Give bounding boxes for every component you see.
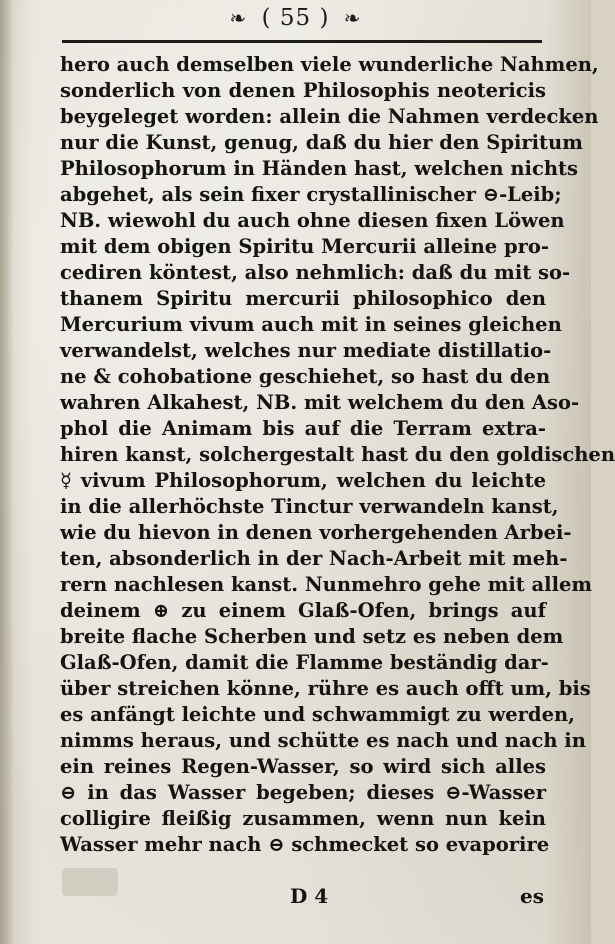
text-line: wie du hievon in denen vorhergehenden Arbei- (60, 521, 572, 544)
catchword: es (520, 884, 544, 908)
text-line: deinem ⊕ zu einem Glaß-Ofen, brings auf (60, 599, 546, 622)
page-header (0, 4, 591, 36)
text-line: Philosophorum in Händen hast, welchen nichts (60, 157, 578, 180)
text-line: hiren kanst, solchergestalt hast du den goldischen (60, 443, 615, 466)
text-line: nur die Kunst, genug, daß du hier den Spiritum (60, 131, 583, 154)
page-footer (0, 884, 591, 914)
text-line: Mercurium vivum auch mit in seines gleichen (60, 313, 562, 336)
text-line: Wasser mehr nach ⊖ schmecket so evaporire (60, 833, 550, 856)
text-line: breite flache Scherben und setz es neben dem (60, 625, 564, 648)
text-line: es anfängt leichte und schwammigt zu werden, (60, 703, 575, 726)
text-line: NB. wiewohl du auch ohne diesen fixen Löwen (60, 209, 565, 232)
text-line: Glaß-Ofen, damit die Flamme beständig dar- (60, 651, 549, 674)
text-line: rern nachlesen kanst. Nunmehro gehe mit allem (60, 573, 593, 596)
text-line: sonderlich von denen Philosophis neotericis (60, 79, 546, 102)
text-line: hero auch demselben viele wunderliche Nahmen, (60, 53, 599, 76)
text-line: thanem Spiritu mercurii philosophico den (60, 287, 546, 310)
text-line: cediren köntest, also nehmlich: daß du mit so- (60, 261, 571, 284)
text-line: in die allerhöchste Tinctur verwandeln kanst, (60, 495, 559, 518)
signature-mark: D 4 (290, 884, 329, 908)
ornament-left-icon: ❧ (229, 6, 248, 30)
body-text (60, 52, 615, 858)
text-line: ten, absonderlich in der Nach-Arbeit mit meh- (60, 547, 568, 570)
text-line: ein reines Regen-Wasser, so wird sich alles (60, 755, 546, 778)
text-line: mit dem obigen Spiritu Mercurii alleine pro- (60, 235, 549, 258)
text-line: wahren Alkahest, NB. mit welchem du den Aso- (60, 391, 580, 414)
ornament-right-icon: ❧ (343, 6, 362, 30)
text-line: ☿ vivum Philosophorum, welchen du leichte (60, 469, 546, 492)
page-number: ( 55 ) (261, 5, 330, 31)
text-line: ⊖ in das Wasser begeben; dieses ⊖-Wasser (60, 781, 546, 804)
text-line: über streichen könne, rühre es auch offt um, bis (60, 677, 591, 700)
text-line: nimms heraus, und schütte es nach und nach in (60, 729, 586, 752)
page-gutter-shadow (0, 0, 14, 944)
header-rule (62, 40, 542, 43)
text-line: abgehet, als sein fixer crystallinischer ⊖-Leib; (60, 183, 562, 206)
text-line: colligire fleißig zusammen, wenn nun kein (60, 807, 546, 830)
text-line: beygeleget worden: allein die Nahmen verdecken (60, 105, 599, 128)
text-line: ne & cohobatione geschiehet, so hast du den (60, 365, 551, 388)
text-line: phol die Animam bis auf die Terram extra- (60, 417, 546, 440)
text-line: verwandelst, welches nur mediate distillatio- (60, 339, 552, 362)
